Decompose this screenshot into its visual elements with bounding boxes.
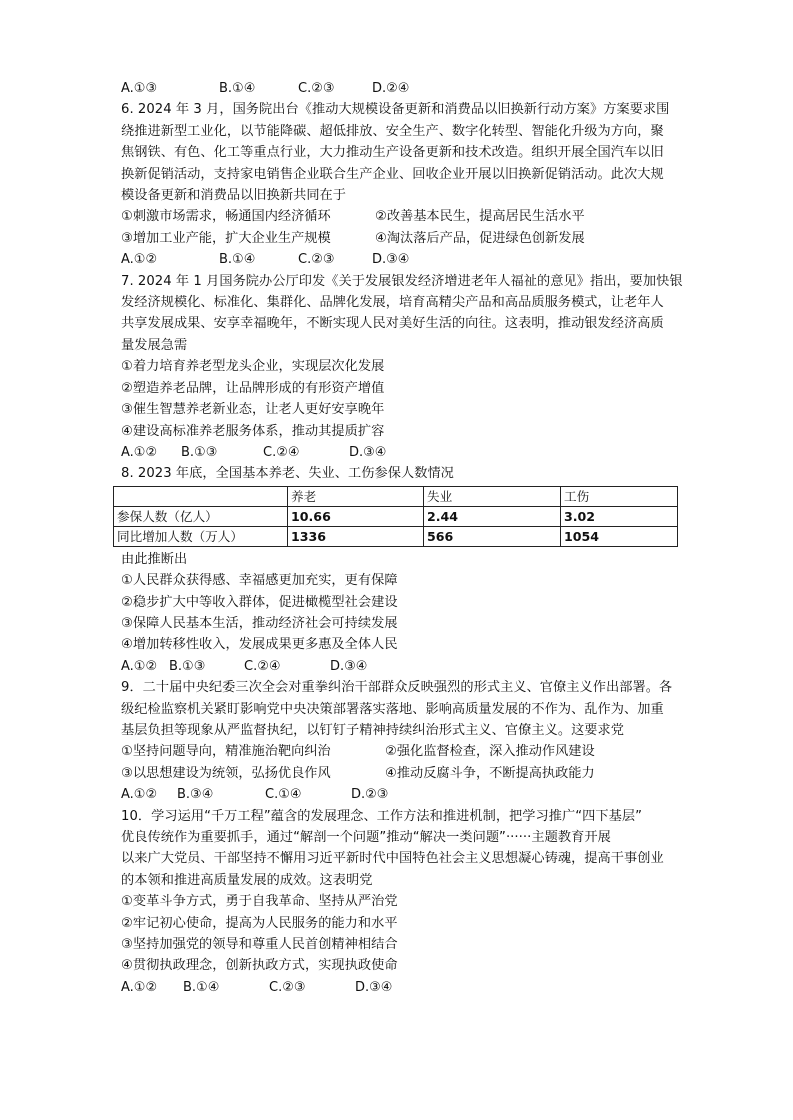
q6-choices-row [121,228,679,249]
table-header-cell: 养老 [288,486,424,506]
q6-stem-line: 焦钢铁、有色、化工等重点行业，大力推动生产设备更新和技术改造。组织开展全国汽车以旧 [121,145,664,161]
q6-choice-3: ③增加工业产能，扩大企业生产规模 [121,230,331,246]
q7-stem-line: 7. 2024 年 1 月国务院办公厅印发《关于发展银发经济增进老年人福祉的意见》指出，要加快银 [121,273,683,289]
table-cell: 参保人数（亿人） [114,506,288,526]
q6-choice-1: ①刺激市场需求，畅通国内经济循环 [121,209,331,225]
q9-stem-line: 级纪检监察机关紧盯影响党中央决策部署落实落地、影响高质量发展的不作为、乱作为、加重 [121,701,664,717]
q7-option-d[interactable]: D.③④ [349,444,387,460]
q7-option-c[interactable]: C.②④ [263,444,300,460]
q5-option-b[interactable]: B.①④ [219,81,256,96]
q8-options [121,656,679,677]
q9-options [121,784,679,805]
q9-option-c[interactable]: C.①④ [265,787,302,803]
table-cell: 同比增加人数（万人） [114,526,288,546]
q7-stem-line: 共享发展成果、安享幸福晚年，不断实现人民对美好生活的向往。这表明，推动银发经济高质 [121,316,664,332]
q10-choice-1: ①变革斗争方式，勇于自我革命、坚持从严治党 [121,894,398,910]
q9-stem-line: 基层负担等现象从严监督执纪，以钉钉子精神持续纠治形式主义、官僚主义。这要求党 [121,722,625,738]
q6-options [121,249,679,270]
q5-option-a[interactable]: A.①③ [121,81,158,96]
table-cell: 1054 [561,526,678,546]
q10-option-c[interactable]: C.②③ [269,979,306,995]
q9-choice-4: ④推动反腐斗争，不断提高执政能力 [385,765,595,781]
question-6 [121,99,679,270]
q6-option-a[interactable]: A.①② [121,252,158,268]
q6-stem-line: 模设备更新和消费品以旧换新共同在于 [121,188,347,204]
table-row [114,506,678,526]
q10-option-a[interactable]: A.①② [121,979,158,995]
q7-option-a[interactable]: A.①② [121,444,158,460]
q10-option-b[interactable]: B.①④ [183,979,220,995]
q10-choice-3: ③坚持加强党的领导和尊重人民首创精神相结合 [121,937,398,953]
table-cell: 566 [424,526,561,546]
q7-choice-2: ②塑造养老品牌，让品牌形成的有形资产增值 [121,380,385,396]
q9-choice-3: ③以思想建设为统领，弘扬优良作风 [121,765,331,781]
q9-option-a[interactable]: A.①② [121,787,158,803]
insurance-table [113,486,678,547]
q6-option-d[interactable]: D.③④ [372,252,410,268]
q6-stem-line: 绕推进新型工业化，以节能降碳、超低排放、安全生产、数字化转型、智能化升级为方向，聚 [121,123,664,139]
q9-choices-row [121,741,679,762]
table-cell: 2.44 [424,506,561,526]
table-cell: 1336 [288,526,424,546]
q10-stem-line: 的本领和推进高质量发展的成效。这表明党 [121,872,373,888]
q9-option-d[interactable]: D.②③ [351,787,389,803]
q6-stem-line: 6. 2024 年 3 月，国务院出台《推动大规模设备更新和消费品以旧换新行动方案》方案要求围 [121,102,670,118]
q6-choice-4: ④淘汰落后产品，促进绿色创新发展 [375,230,585,246]
q6-choices-row [121,206,679,227]
q7-choice-4: ④建设高标准养老服务体系，推动其提质扩容 [121,423,385,439]
q7-options [121,442,679,463]
question-8 [117,463,679,677]
q10-stem-line: 优良传统作为重要抓手，通过“解剖一个问题”推动“解决一类问题”······主题教育开展 [121,830,611,845]
q6-option-b[interactable]: B.①④ [219,252,256,268]
q9-choice-1: ①坚持问题导向，精准施治靶向纠治 [121,744,331,760]
q8-option-c[interactable]: C.②④ [244,658,281,674]
q7-option-b[interactable]: B.①③ [181,444,218,460]
question-7 [121,271,683,464]
q8-stem-end: 由此推断出 [121,551,188,567]
q8-choice-1: ①人民群众获得感、幸福感更加充实，更有保障 [121,573,398,589]
q6-option-c[interactable]: C.②③ [298,252,335,268]
q8-choice-2: ②稳步扩大中等收入群体，促进橄榄型社会建设 [121,594,398,610]
q7-choice-1: ①着力培育养老型龙头企业，实现层次化发展 [121,359,385,375]
table-header-cell [114,486,288,506]
q7-stem-line: 量发展急需 [121,337,188,353]
q10-stem-line: 10．学习运用“千万工程”蕴含的发展理念、工作方法和推进机制，把学习推广“四下基层” [121,808,642,824]
q7-choice-3: ③催生智慧养老新业态，让老人更好安享晚年 [121,402,385,418]
q6-choice-2: ②改善基本民生，提高居民生活水平 [375,209,585,225]
q8-option-d[interactable]: D.③④ [330,658,368,674]
table-cell: 10.66 [288,506,424,526]
q10-choice-4: ④贯彻执政理念，创新执政方式，实现执政使命 [121,958,398,974]
question-9 [121,677,679,805]
table-header-cell: 工伤 [561,486,678,506]
table-header-cell: 失业 [424,486,561,506]
q8-choice-4: ④增加转移性收入，发展成果更多惠及全体人民 [121,637,398,653]
q9-choices-row [121,763,679,784]
q5-option-d[interactable]: D.②④ [372,81,410,96]
q6-stem-line: 换新促销活动，支持家电销售企业联合生产企业、回收企业开展以旧换新促销活动。此次大规 [121,166,664,182]
q10-stem-line: 以来广大党员、干部坚持不懈用习近平新时代中国特色社会主义思想凝心铸魂，提高干事创业 [121,851,664,867]
q5-options [121,78,679,99]
q9-choice-2: ②强化监督检查，深入推动作风建设 [385,744,595,760]
table-cell: 3.02 [561,506,678,526]
question-10 [121,806,679,999]
q8-option-b[interactable]: B.①③ [169,658,206,674]
q9-option-b[interactable]: B.③④ [177,787,214,803]
q10-option-d[interactable]: D.③④ [355,979,393,995]
q7-stem-line: 发经济规模化、标准化、集群化、品牌化发展，培育高精尖产品和高品质服务模式，让老年人 [121,295,664,311]
q8-option-a[interactable]: A.①② [121,658,158,674]
q10-options [121,977,679,998]
q9-stem-line: 9．二十届中央纪委三次全会对重拳纠治干部群众反映强烈的形式主义、官僚主义作出部署。各 [121,680,673,696]
q10-choice-2: ②牢记初心使命，提高为人民服务的能力和水平 [121,915,398,931]
table-row [114,526,678,546]
exam-page [117,78,683,998]
q8-choice-3: ③保障人民基本生活，推动经济社会可持续发展 [121,615,398,631]
q8-title: 8. 2023 年底，全国基本养老、失业、工伤参保人数情况 [121,466,454,482]
q5-option-c[interactable]: C.②③ [298,81,335,96]
table-header-row [114,486,678,506]
